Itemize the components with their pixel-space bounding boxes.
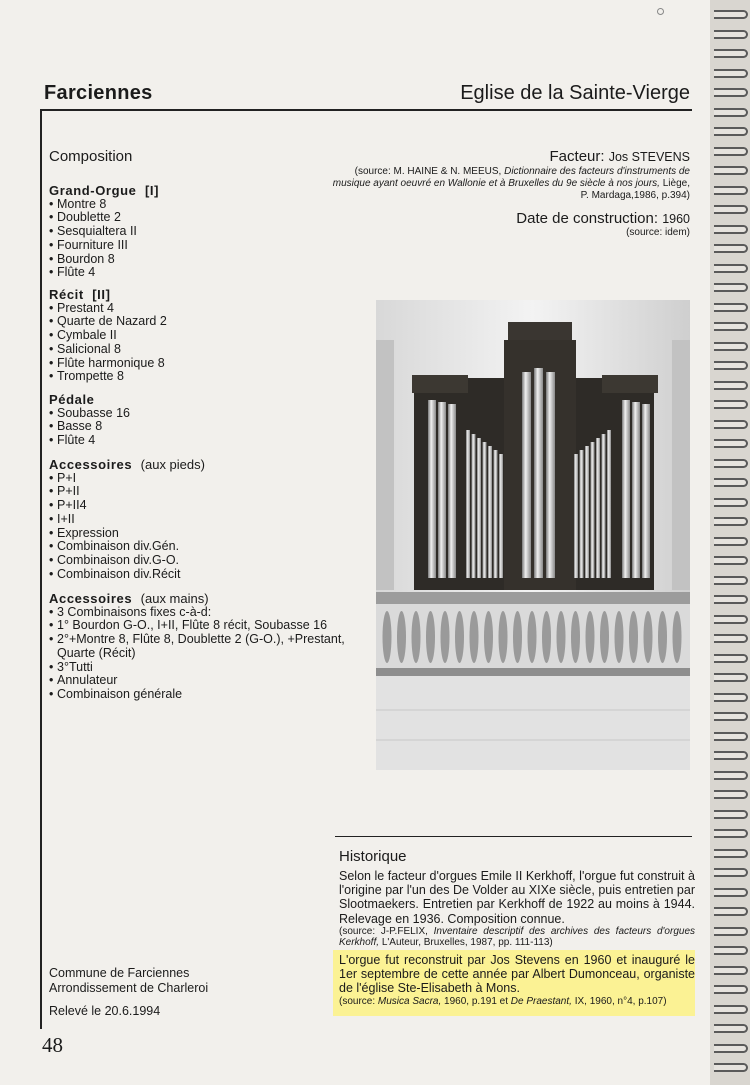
- section-accessoires-pieds: [49, 454, 349, 581]
- binding-ring: [714, 147, 748, 156]
- binding-ring: [714, 946, 748, 955]
- organ-pipe: [574, 454, 578, 578]
- binding-ring: [714, 166, 748, 175]
- binding-ring: [714, 966, 748, 975]
- stop-item: • Quarte de Nazard 2: [49, 315, 349, 329]
- balcony-baluster: [673, 611, 682, 663]
- accessory-item: • Combinaison div.G-O.: [49, 554, 349, 568]
- stop-item: • Doublette 2: [49, 211, 349, 225]
- binding-ring: [714, 1024, 748, 1033]
- balcony-baluster: [600, 611, 609, 663]
- historique-rule: [335, 836, 692, 837]
- binding-ring: [714, 49, 748, 58]
- binding-ring: [714, 751, 748, 760]
- balcony-baluster: [412, 611, 421, 663]
- section-pedale: [49, 389, 349, 448]
- binding-ring: [714, 888, 748, 897]
- binding-ring: [714, 361, 748, 370]
- balcony-baluster: [557, 611, 566, 663]
- section-grand-orgue: [49, 180, 349, 280]
- stop-item: • Flûte 4: [49, 266, 349, 280]
- binding-ring: [714, 225, 748, 234]
- organ-pipe: [632, 402, 640, 578]
- binding-ring: [714, 303, 748, 312]
- binding-ring: [714, 342, 748, 351]
- binding-ring: [714, 712, 748, 721]
- stop-item: • Prestant 4: [49, 302, 349, 316]
- balcony-baluster: [629, 611, 638, 663]
- accessory-item: • 3 Combinaisons fixes c-à-d:: [49, 606, 349, 620]
- binding-ring: [714, 849, 748, 858]
- organ-photo: [376, 300, 690, 770]
- binding-ring: [714, 537, 748, 546]
- historique-text: Selon le facteur d'orgues Emile II Kerkhoff, l'orgue fut construit à l'origine par l'un des De Volder au XIXe siècle, puis entretien par Slootmaekers. Entretien par Kerkhoff de 1922 au moins à 1944. Relevage en 1936. Composition connue. (source: J-P.FELIX, Inventaire descriptif des archives des facteurs d'orgues Kerkhoff, L'Auteur, Bruxelles, 1987, pp. 111-113): [339, 869, 696, 949]
- stop-item: • Soubasse 16: [49, 407, 349, 421]
- binding-ring: [714, 907, 748, 916]
- stop-item: • Flûte 4: [49, 434, 349, 448]
- binding-ring: [714, 595, 748, 604]
- commune-info: Commune de Farciennes Arrondissement de Charleroi: [49, 966, 209, 995]
- binding-ring: [714, 1063, 748, 1072]
- accessory-item: • I+II: [49, 513, 349, 527]
- binding-ring: [714, 244, 748, 253]
- accessory-item: • Combinaison div.Gén.: [49, 540, 349, 554]
- balcony-baluster: [441, 611, 450, 663]
- section-heading: Grand-Orgue [I]: [49, 183, 160, 198]
- stop-item: • Montre 8: [49, 198, 349, 212]
- organ-pipe: [522, 372, 531, 578]
- balcony-baluster: [571, 611, 580, 663]
- balcony-baluster: [499, 611, 508, 663]
- binding-ring: [714, 517, 748, 526]
- stop-item: • Cymbale II: [49, 329, 349, 343]
- binding-ring: [714, 654, 748, 663]
- binding-ring: [714, 693, 748, 702]
- binding-ring: [714, 10, 748, 19]
- binding-ring: [714, 634, 748, 643]
- organ-pipe: [477, 438, 481, 578]
- accessory-item: • Combinaison div.Récit: [49, 568, 349, 582]
- balcony-baluster: [528, 611, 537, 663]
- balcony-baluster: [455, 611, 464, 663]
- binding-ring: [714, 69, 748, 78]
- stop-item: • Fourniture III: [49, 239, 349, 253]
- accessory-item: • P+II: [49, 485, 349, 499]
- header-rule: [40, 109, 692, 111]
- highlight-text: L'orgue fut reconstruit par Jos Stevens en 1960 et inauguré le 1er septembre de cette année par Albert Dumonceau, organiste de l'église Ste-Elisabeth à Mons. (source: Musica Sacra, 1960, p.191 et De Praestant, IX, 1960, n°4, p.107): [339, 953, 695, 1007]
- accessory-item: • P+I: [49, 472, 349, 486]
- balcony-baluster: [397, 611, 406, 663]
- page-number: 48: [42, 1033, 63, 1057]
- church-title: Eglise de la Sainte-Vierge: [460, 82, 690, 104]
- organ-pipe: [596, 438, 600, 578]
- binding-ring: [714, 381, 748, 390]
- stop-item: • Sesquialtera II: [49, 225, 349, 239]
- composition-title: Composition: [49, 148, 133, 165]
- binding-ring: [714, 88, 748, 97]
- organ-pipe: [448, 404, 456, 578]
- binding-ring: [714, 868, 748, 877]
- balcony-baluster: [426, 611, 435, 663]
- binding-ring: [714, 829, 748, 838]
- section-recit: [49, 284, 349, 384]
- construction-date: Date de construction: 1960 (source: idem): [516, 210, 690, 238]
- organ-pipe: [466, 430, 470, 578]
- paper-dot: [657, 8, 664, 15]
- stop-item: • Trompette 8: [49, 370, 349, 384]
- binding-ring: [714, 264, 748, 273]
- construction-source: (source: idem): [626, 227, 690, 238]
- organ-pipe: [438, 402, 446, 578]
- organ-pipe: [585, 446, 589, 578]
- binding-ring: [714, 459, 748, 468]
- binding-ring: [714, 283, 748, 292]
- organ-pipe: [607, 430, 611, 578]
- section-heading: Accessoires (aux mains): [49, 591, 209, 606]
- historique-source: (source: J-P.FELIX, Inventaire descriptif des archives des facteurs d'orgues Kerkhoff, L'Auteur, Bruxelles, 1987, pp. 111-113): [339, 925, 696, 949]
- accessory-item: • Combinaison générale: [49, 688, 349, 702]
- organ-pipe: [428, 400, 436, 578]
- left-rule: [40, 109, 42, 1029]
- releve-date: Relevé le 20.6.1994: [49, 1004, 161, 1018]
- organ-pipe: [483, 442, 487, 578]
- binding-ring: [714, 732, 748, 741]
- binding-ring: [714, 108, 748, 117]
- balcony-baluster: [542, 611, 551, 663]
- binding-ring: [714, 186, 748, 195]
- binding-ring: [714, 576, 748, 585]
- binding-ring: [714, 556, 748, 565]
- binding-ring: [714, 790, 748, 799]
- binding-ring: [714, 478, 748, 487]
- highlight-source: (source: Musica Sacra, 1960, p.191 et De Praestant, IX, 1960, n°4, p.107): [339, 995, 667, 1007]
- balcony-baluster: [484, 611, 493, 663]
- balcony-baluster: [586, 611, 595, 663]
- binding-ring: [714, 615, 748, 624]
- binding-ring: [714, 771, 748, 780]
- binding-ring: [714, 30, 748, 39]
- accessory-item: • Annulateur: [49, 674, 349, 688]
- binding-ring: [714, 673, 748, 682]
- organ-pipe: [602, 434, 606, 578]
- facteur-name: Jos STEVENS: [608, 150, 690, 164]
- balcony-baluster: [644, 611, 653, 663]
- binding-ring: [714, 1005, 748, 1014]
- organ-pipe: [580, 450, 584, 578]
- stop-item: • Flûte harmonique 8: [49, 357, 349, 371]
- binding-ring: [714, 420, 748, 429]
- binding-ring: [714, 810, 748, 819]
- organ-pipe: [534, 368, 543, 578]
- section-accessoires-mains: [49, 588, 349, 702]
- balcony-baluster: [513, 611, 522, 663]
- balcony-baluster: [383, 611, 392, 663]
- accessory-item: • 2°+Montre 8, Flûte 8, Doublette 2 (G-O.), +Prestant, Quarte (Récit): [49, 633, 349, 660]
- stop-item: • Salicional 8: [49, 343, 349, 357]
- facteur-line: Facteur: Jos STEVENS: [549, 148, 690, 165]
- binding-ring: [714, 927, 748, 936]
- accessory-item: • P+II4: [49, 499, 349, 513]
- spiral-binding: [710, 0, 750, 1085]
- historique-title: Historique: [339, 848, 407, 865]
- accessory-item: • 3°Tutti: [49, 661, 349, 675]
- organ-pipe: [622, 400, 630, 578]
- organ-pipe: [642, 404, 650, 578]
- accessory-item: • Expression: [49, 527, 349, 541]
- organ-pipe: [591, 442, 595, 578]
- stop-item: • Bourdon 8: [49, 253, 349, 267]
- binding-ring: [714, 127, 748, 136]
- binding-ring: [714, 322, 748, 331]
- organ-pipe: [546, 372, 555, 578]
- binding-ring: [714, 498, 748, 507]
- section-heading: Pédale: [49, 392, 95, 407]
- binding-ring: [714, 439, 748, 448]
- balcony-baluster: [470, 611, 479, 663]
- organ-pipe: [494, 450, 498, 578]
- section-heading: Récit [II]: [49, 287, 111, 302]
- organ-pipe: [499, 454, 503, 578]
- facteur-source: (source: M. HAINE & N. MEEUS, Dictionnaire des facteurs d'instruments de musique ayant oeuvré en Wallonie et à Bruxelles du 9e siècle à nos jours, Liège, P. Mardaga,1986, p.394): [332, 166, 690, 201]
- balcony-baluster: [615, 611, 624, 663]
- binding-ring: [714, 205, 748, 214]
- binding-ring: [714, 400, 748, 409]
- accessory-item: • 1° Bourdon G-O., I+II, Flûte 8 récit, Soubasse 16: [49, 619, 349, 633]
- balcony-baluster: [658, 611, 667, 663]
- binding-ring: [714, 1044, 748, 1053]
- binding-ring: [714, 985, 748, 994]
- town-title: Farciennes: [44, 82, 153, 104]
- section-heading: Accessoires (aux pieds): [49, 457, 205, 472]
- stop-item: • Basse 8: [49, 420, 349, 434]
- organ-pipe: [488, 446, 492, 578]
- organ-pipe: [472, 434, 476, 578]
